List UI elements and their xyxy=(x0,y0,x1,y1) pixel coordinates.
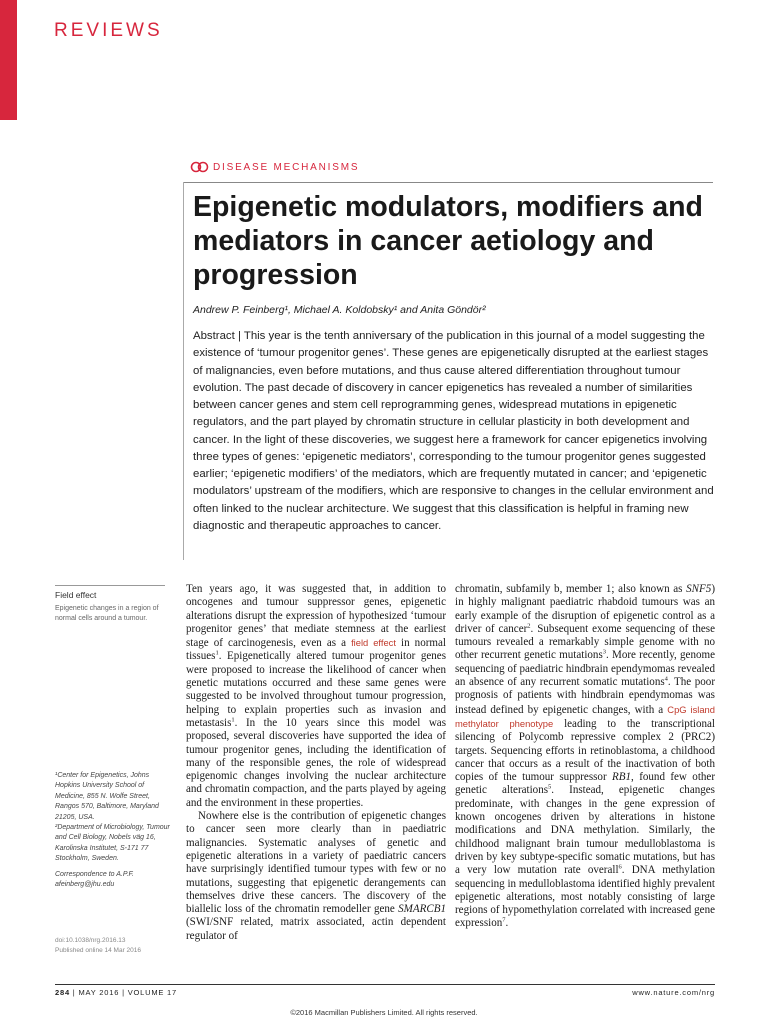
article-authors: Andrew P. Feinberg¹, Michael A. Koldobsky¹ and Anita Göndör² xyxy=(193,304,486,316)
reference-link[interactable]: 1 xyxy=(215,649,219,657)
correspondence: Correspondence to A.P.F. afeinberg@jhu.edu xyxy=(55,870,134,889)
affiliation-1: ¹Center for Epigenetics, Johns Hopkins University School of Medicine, 855 N. Wolfe Street, Rangos 570, Baltimore, Maryland 21205, USA. xyxy=(55,772,159,821)
affiliations xyxy=(55,771,173,890)
footer-page-info: 284 | MAY 2016 | VOLUME 17 xyxy=(55,988,177,997)
reference-link[interactable]: 2 xyxy=(527,622,531,630)
body-column-1 xyxy=(186,583,446,943)
page-number: 284 xyxy=(55,988,70,997)
glossary-link-cpg[interactable]: CpG island methylator phenotype xyxy=(455,703,715,729)
article-meta xyxy=(55,936,173,956)
body-paragraph: chromatin, subfamily b, member 1; also known as SNF5) in highly malignant paediatric rhabdoid tumours was an early example of the disruption of epigenetic control as a driver of cancer$^2$. Subsequent exome sequencing of these tumours revealed a remarkably simple genome with no other recurrent genetic mutations$^3$. More recently, genome sequencing of paediatric hindbrain ependymomas revealed an absence of any recurrent somatic mutations$^4$. The poor prognosis of patients with hindbrain ependymomas was instead defined by epigenetic changes, with a CpG island methylator phenotype leading to the transcriptional silencing of Polycomb repressive complex 2 (PRC2) targets. Sequencing efforts in retinoblastoma, a childhood cancer that occurs as a result of the inactivation of both copies of the tumour suppressor RB1, found few other genetic alterations$^5$. Instead, epigenetic changes predominate, with changes in the gene expression of known oncogenes driven by alterations in histone modifications and DNA methylation. Similarly, the childhood malignant brain tumour medulloblastoma is driven by key subtype-specific somatic mutations, but has a very low mutation rate overall$^6$. DNA methylation sequencing in medulloblastoma identified highly prevalent epigenetic alterations, most notably consisting of large regions of hypomethylation correlated with increased gene expression$^7$. xyxy=(455,583,716,930)
reference-link[interactable]: 6 xyxy=(618,863,622,871)
reference-link[interactable]: 3 xyxy=(602,648,606,656)
issue-info: MAY 2016 | VOLUME 17 xyxy=(78,988,177,997)
gene-name: SMARCB1 xyxy=(398,903,446,916)
reference-link[interactable]: 7 xyxy=(502,916,506,924)
glossary-term: Field effect xyxy=(55,590,97,600)
gene-name: SNF5 xyxy=(686,583,712,595)
glossary-definition: Epigenetic changes in a region of normal cells around a tumour. xyxy=(55,605,159,622)
glossary-link-field-effect[interactable]: field effect xyxy=(351,637,396,649)
reference-link[interactable]: 4 xyxy=(664,675,668,683)
section-tag xyxy=(190,161,359,173)
dna-rings-icon xyxy=(190,161,210,173)
reference-link[interactable]: 5 xyxy=(548,783,552,791)
abstract-side-rule xyxy=(183,182,184,560)
tag-divider xyxy=(183,182,713,183)
section-tag-label: DISEASE MECHANISMS xyxy=(213,161,360,173)
reference-link[interactable]: 1 xyxy=(231,716,235,724)
copyright-notice: ©2016 Macmillan Publishers Limited. All rights reserved. xyxy=(290,1008,478,1017)
article-title: Epigenetic modulators, modifiers and mediators in cancer aetiology and progression xyxy=(193,191,703,291)
body-paragraph: Nowhere else is the contribution of epigenetic changes to cancer seen more clearly than in paediatric malignancies. Systematic analyses of genetic and epigenetic alterations in a variety of paediatric cancers have surprisingly identified tumour types with few or no mutations, suggesting that epigenetic derangements can themselves drive these cancers. The discovery of the biallelic loss of the chromatin remodeller gene SMARCB1 (SWI/SNF related, matrix associated, actin dependent regulator of xyxy=(186,810,446,942)
accent-strip xyxy=(0,0,17,120)
footer-divider xyxy=(55,984,715,985)
body-column-2 xyxy=(455,583,715,931)
body-paragraph: Ten years ago, it was suggested that, in addition to oncogenes and tumour suppressor genes, epigenetic alterations disrupt the expression of hypothesized ‘tumour progenitor genes’ that mediate stemness at the earliest stage of carcinogenesis, even as a field effect in normal tissues$^1$. Epigenetically altered tumour progenitor genes were proposed to increase the likelihood of cancer when genetic mutations occurred and these same genes were suggested to be involved throughout tumour progression, helping to explain properties such as invasion and metastasis$^1$. In the 10 years since this model was proposed, several discoveries have supported the idea of tumour progenitor genes, including the identification of many of the responsible genes, the role of widespread epigenomic changes involving the nuclear architecture and chromatin compaction, and the parts played by ageing and the environment in these properties. xyxy=(186,583,446,809)
published-date: Published online 14 Mar 2016 xyxy=(55,947,142,954)
section-header: REVIEWS xyxy=(54,20,163,41)
gene-name: RB1 xyxy=(612,771,632,784)
journal-url[interactable]: www.nature.com/nrg xyxy=(632,988,715,997)
doi[interactable]: doi:10.1038/nrg.2016.13 xyxy=(55,937,126,944)
article-abstract: Abstract | This year is the tenth anniversary of the publication in this journal of a model suggesting the existence of ‘tumour progenitor genes’. These genes are epigenetically disrupted at the earliest stages of malignancies, even before mutations, and thus cause altered differentiation throughout tumour evolution. The past decade of discovery in cancer epigenetics has revealed a number of similarities between cancer genes and stem cell reprogramming genes, widespread mutations in epigenetic regulators, and the part played by chromatin structure in cellular plasticity in both development and cancer. In the light of these discoveries, we suggest here a framework for cancer epigenetics involving three types of genes: ‘epigenetic mediators’, corresponding to the tumour progenitor genes suggested earlier; ‘epigenetic modifiers’ of the mediators, which are frequently mutated in cancer; and ‘epigenetic modulators’ upstream of the modifiers, which are responsive to changes in the cellular environment and often linked to the nuclear architecture. We suggest that this classification is helpful in framing new diagnostic and therapeutic approaches to cancer. xyxy=(193,330,714,532)
affiliation-2: ²Department of Microbiology, Tumour and Cell Biology, Nobels väg 16, Karolinska Institutet, S-171 77 Stockholm, Sweden. xyxy=(55,824,170,863)
glossary-divider xyxy=(55,585,165,586)
